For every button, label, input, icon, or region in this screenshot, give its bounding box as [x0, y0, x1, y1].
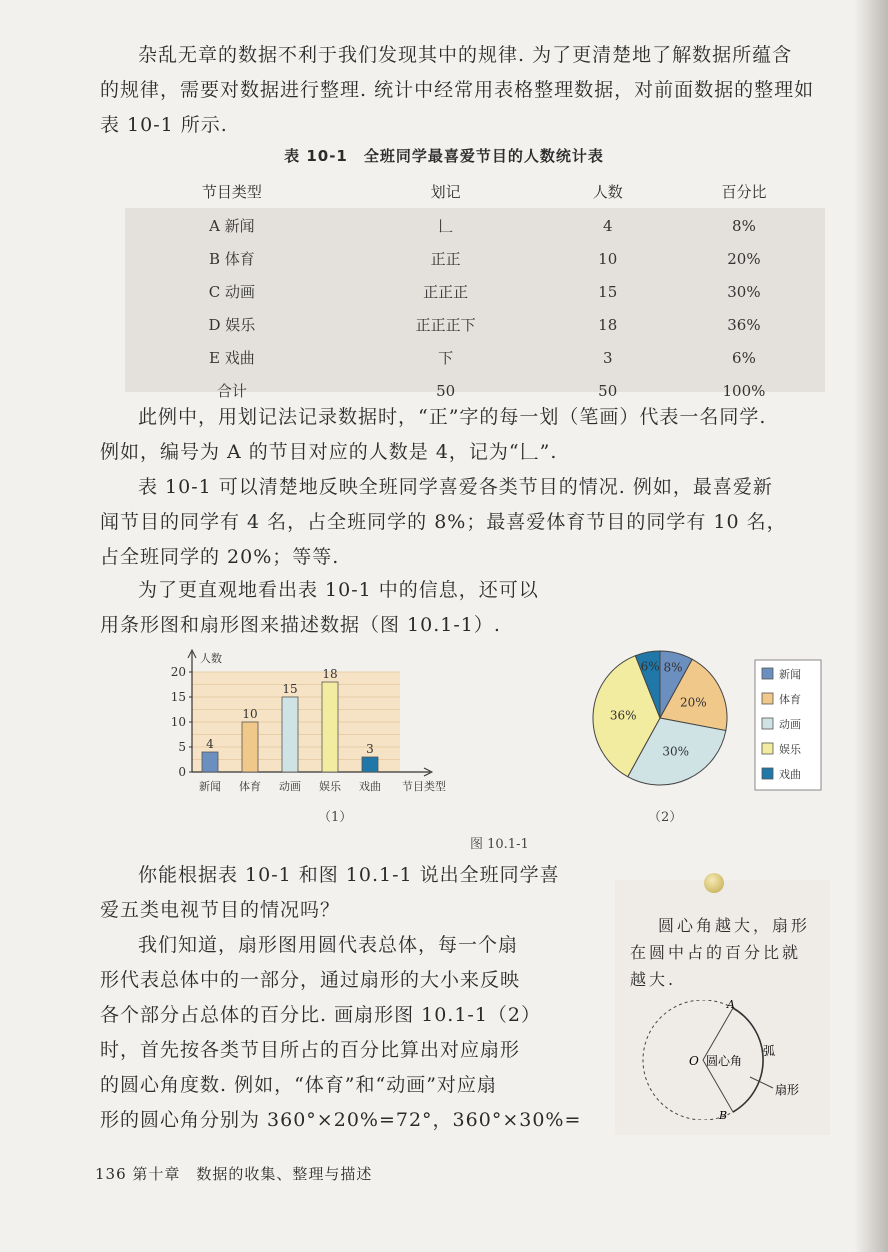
y-axis-label: 人数: [200, 652, 222, 665]
text-line: 我们知道，扇形图用圆代表总体，每一个扇: [138, 934, 519, 956]
note-line: 在圆中占的百分比就: [630, 943, 802, 962]
sector-diagram: [615, 1000, 830, 1120]
x-tick-label: 娱乐: [319, 780, 341, 793]
table-cell: C 动画: [208, 283, 255, 301]
legend-label: 动画: [779, 718, 801, 731]
bar-体育: [242, 722, 258, 772]
angle-label: 圆心角: [706, 1054, 743, 1068]
x-tick-label: 体育: [239, 780, 261, 793]
x-tick-label: 动画: [279, 780, 301, 793]
legend-label: 新闻: [779, 668, 801, 681]
table-cell: 6%: [732, 348, 756, 367]
text-line: 形的圆心角分别为 360°×20%=72°，360°×30%=: [100, 1109, 582, 1131]
text-line: 此例中，用划记法记录数据时，“正”字的每一划（笔画）代表一名同学.: [138, 406, 767, 428]
bar-娱乐: [322, 682, 338, 772]
sector-pointer: [750, 1077, 773, 1088]
legend-swatch: [762, 668, 773, 679]
text-line: 爱五类电视节目的情况吗？: [100, 899, 341, 921]
text-line: 形代表总体中的一部分，通过扇形的大小来反映: [100, 969, 521, 991]
table-cell: 正正正: [423, 283, 469, 301]
pie-slice-label: 8%: [663, 660, 683, 675]
bar-value-label: 4: [206, 737, 214, 751]
table-cell: 18: [598, 315, 618, 334]
pie-slice-label: 30%: [662, 744, 690, 759]
legend-swatch: [762, 743, 773, 754]
table-cell: 合计: [216, 382, 247, 400]
text-line: 例如，编号为 A 的节目对应的人数是 4，记为“𠃊”.: [100, 441, 558, 463]
legend-swatch: [762, 768, 773, 779]
sector-label: 扇形: [775, 1083, 800, 1097]
table-cell: 4: [602, 216, 613, 235]
table-cell: 36%: [727, 315, 761, 334]
y-tick-label: 0: [178, 765, 186, 779]
paragraph-pie-explain: [100, 928, 580, 1138]
table-cell: 正正正下: [415, 316, 476, 334]
table-cell: 100%: [722, 381, 766, 400]
table-header-cell: 百分比: [721, 182, 767, 201]
table-header-cell: 划记: [430, 182, 461, 201]
text-line: 的规律，需要对数据进行整理. 统计中经常用表格整理数据，对前面数据的整理如: [100, 79, 815, 101]
note-line: 圆心角越大，扇形: [658, 916, 811, 935]
table-cell: 下: [438, 349, 454, 367]
x-tick-label: 新闻: [199, 780, 221, 793]
note-line: 越大.: [630, 970, 677, 989]
text-line: 闻节目的同学有 4 名，占全班同学的 8%；最喜爱体育节目的同学有 10 名，: [100, 511, 787, 533]
center-label: O: [689, 1054, 699, 1068]
text-line: 杂乱无章的数据不利于我们发现其中的规律. 为了更清楚地了解数据所蕴含: [138, 44, 793, 66]
table-cell: B 体育: [208, 250, 255, 268]
bar-新闻: [202, 752, 218, 772]
text-line: 你能根据表 10-1 和图 10.1-1 说出全班同学喜: [138, 864, 560, 886]
paragraph-charts-intro: [100, 573, 840, 643]
text-line: 各个部分占总体的百分比. 画扇形图 10.1-1（2）: [100, 1004, 542, 1026]
table-cell: 50: [436, 381, 456, 400]
legend-swatch: [762, 718, 773, 729]
text-line: 的圆心角度数. 例如，“体育”和“动画”对应扇: [100, 1074, 497, 1096]
page-edge-shadow: [854, 0, 888, 1252]
table-row: [125, 341, 825, 374]
legend-label: 戏曲: [779, 768, 801, 781]
y-tick-label: 10: [170, 715, 186, 729]
y-tick-label: 15: [170, 690, 186, 704]
bar-value-label: 15: [282, 682, 298, 696]
table-cell: 50: [598, 381, 618, 400]
paragraph-tally-explain: [100, 400, 840, 470]
statistics-table: [125, 173, 825, 407]
table-header-cell: 人数: [592, 182, 623, 201]
text-line: 用条形图和扇形图来描述数据（图 10.1-1）.: [100, 614, 501, 636]
paragraph-table-reading: [100, 470, 840, 575]
table-cell: E 戏曲: [209, 349, 255, 367]
x-axis-label: 节目类型: [402, 780, 446, 793]
text-line: 占全班同学的 20%；等等.: [100, 546, 340, 568]
bar-value-label: 18: [322, 667, 338, 681]
side-note-text: [630, 912, 820, 993]
text-line: 表 10-1 所示.: [100, 114, 228, 136]
pie-slice-label: 20%: [680, 695, 707, 710]
pie-chart-subcaption: （2）: [648, 810, 683, 825]
pie-slice-label: 36%: [609, 708, 637, 723]
paragraph-intro: [100, 38, 840, 143]
pin-icon: [704, 873, 724, 893]
table-cell: 10: [598, 249, 618, 268]
point-a-label: A: [727, 1000, 735, 1011]
text-line: 为了更直观地看出表 10-1 中的信息，还可以: [138, 579, 539, 601]
bar-动画: [282, 697, 298, 772]
legend-label: 体育: [779, 693, 801, 706]
table-header-row: [125, 173, 825, 209]
table-row: [125, 308, 825, 341]
table-title: 表 10-1 全班同学最喜爱节目的人数统计表: [284, 147, 604, 165]
pie-chart: [580, 640, 830, 800]
bar-chart-subcaption: （1）: [318, 810, 353, 825]
table-row: [125, 275, 825, 308]
table-cell: D 娱乐: [208, 316, 256, 334]
arc-label: 弧: [763, 1044, 776, 1058]
page-footer: 136 第十章 数据的收集、整理与描述: [95, 1165, 373, 1183]
table-cell: 15: [598, 282, 618, 301]
figure-caption: 图 10.1-1: [470, 837, 529, 852]
bar-value-label: 3: [366, 742, 374, 756]
table-cell: 正正: [430, 250, 461, 268]
table-cell: A 新闻: [209, 217, 255, 235]
paragraph-question: [100, 858, 580, 928]
table-cell: 8%: [732, 216, 756, 235]
y-tick-label: 5: [178, 740, 186, 754]
table-cell: 20%: [727, 249, 761, 268]
table-row: [125, 209, 825, 242]
legend-swatch: [762, 693, 773, 704]
point-b-label: B: [719, 1109, 728, 1120]
table-header-cell: 节目类型: [201, 182, 262, 201]
bar-戏曲: [362, 757, 378, 772]
text-line: 时，首先按各类节目所占的百分比算出对应扇形: [100, 1039, 521, 1061]
text-line: 表 10-1 可以清楚地反映全班同学喜爱各类节目的情况. 例如，最喜爱新: [138, 476, 773, 498]
table-cell: 𠃊: [438, 217, 454, 235]
table-cell: 3: [602, 348, 613, 367]
table-cell: 30%: [727, 282, 761, 301]
x-tick-label: 戏曲: [359, 780, 381, 793]
legend-label: 娱乐: [779, 743, 801, 756]
pie-slice-label: 6%: [640, 659, 660, 674]
bar-value-label: 10: [242, 707, 258, 721]
y-tick-label: 20: [170, 665, 186, 679]
table-row: [125, 242, 825, 275]
